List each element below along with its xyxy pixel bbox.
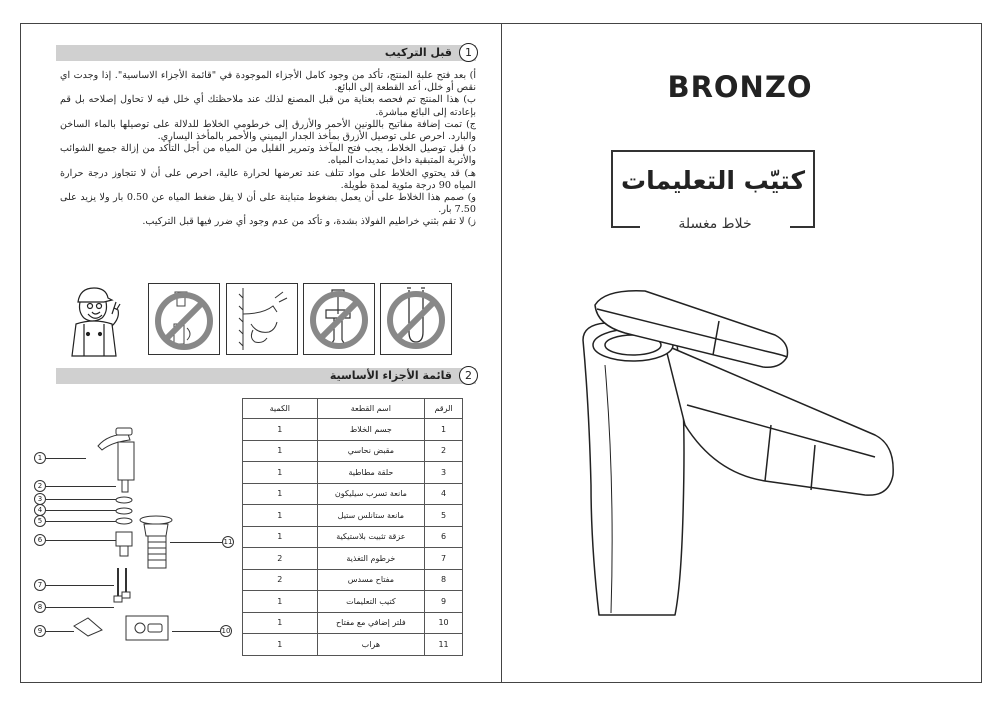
instruction-a: أ) بعد فتح علبة المنتج، تأكد من وجود كامل الأجزاء الموجودة في "قائمة الأجزاء الاساسية". إذا وجدت اي نقص أو خلل، أعد القطعة إلى البائع. <box>60 70 476 94</box>
callout-leader <box>46 458 86 459</box>
no-wrong-connection-warning <box>303 283 375 355</box>
instruction-b: ب) هذا المنتج تم فحصه بعناية من قبل المصنع لذلك عند ملاحظتك أي خلل فيه لا تحاول إصلاحه بل قم بإعادته إلى البائع مباشرة. <box>60 94 476 118</box>
callout-leader <box>46 631 74 632</box>
part-quantity: 1 <box>243 612 318 634</box>
instruction-e: هـ) قد يحتوي الخلاط على مواد تتلف عند تعرضها لحرارة عالية، احرص على أن لا تتجاوز درجة حرارة المياه 90 درجة مئوية لمدة طويلة. <box>60 167 476 191</box>
exploded-parts-diagram <box>30 420 240 650</box>
callout-leader <box>46 585 114 586</box>
header-number: الرقم <box>425 399 463 419</box>
brand-logo: BRONZO <box>667 70 813 104</box>
part-name: فلتر إضافي مع مفتاح <box>317 612 424 634</box>
part-name: حلقة مطاطية <box>317 462 424 484</box>
table-row <box>243 440 463 462</box>
section-title: قائمة الأجزاء الأساسية <box>329 369 452 382</box>
part-name: كتيب التعليمات <box>317 591 424 613</box>
part-number: 5 <box>425 505 463 527</box>
section-title: قبل التركيب <box>384 46 452 59</box>
part-name: جسم الخلاط <box>317 419 424 441</box>
cover-subtitle: خلاط مغسلة <box>640 216 790 232</box>
callout-3: 3 <box>34 493 46 505</box>
parts-table <box>242 398 463 656</box>
part-number: 11 <box>425 634 463 656</box>
callout-9: 9 <box>34 625 46 637</box>
callout-6: 6 <box>34 534 46 546</box>
section-number: 1 <box>459 43 478 62</box>
table-header-row <box>243 399 463 419</box>
instruction-c: ج) تمت إضافة مفاتيح باللونين الأحمر والأزرق إلى خرطومي الخلاط للدلالة على توصيلها بالماء الساخن والبارد. احرص على توصيل الأزرق بمأخذ الجدار اليميني والأحمر بالمأخذ اليساري. <box>60 118 476 143</box>
section-header-before-installation <box>56 45 476 61</box>
callout-8: 8 <box>34 601 46 613</box>
part-quantity: 1 <box>243 526 318 548</box>
table-row <box>243 548 463 570</box>
part-number: 1 <box>425 419 463 441</box>
instruction-g: ز) لا تقم بثني خراطيم الفولاذ بشدة، و تأكد من عدم وجود أي ضرر فيها قبل التركيب. <box>142 216 476 228</box>
callout-leader <box>170 542 222 543</box>
part-quantity: 2 <box>243 548 318 570</box>
callout-1: 1 <box>34 452 46 464</box>
callout-leader <box>46 499 116 500</box>
part-quantity: 1 <box>243 483 318 505</box>
part-quantity: 1 <box>243 440 318 462</box>
part-number: 3 <box>425 462 463 484</box>
part-number: 2 <box>425 440 463 462</box>
callout-5: 5 <box>34 515 46 527</box>
header-part-name: اسم القطعة <box>317 399 424 419</box>
part-number: 7 <box>425 548 463 570</box>
callout-7: 7 <box>34 579 46 591</box>
part-quantity: 1 <box>243 419 318 441</box>
table-row <box>243 612 463 634</box>
callout-leader <box>46 521 116 522</box>
part-quantity: 2 <box>243 569 318 591</box>
part-quantity: 1 <box>243 462 318 484</box>
plumber-mascot-illustration <box>64 282 124 358</box>
part-name: مقبض نحاسي <box>317 440 424 462</box>
table-row <box>243 634 463 656</box>
table-row <box>243 419 463 441</box>
header-quantity: الكمية <box>243 399 318 419</box>
part-name: مانعة ستانلس ستيل <box>317 505 424 527</box>
callout-leader <box>46 510 116 511</box>
no-damage-parts-warning <box>148 283 220 355</box>
part-name: عزقة تثبيت بلاستيكية <box>317 526 424 548</box>
instruction-d: د) قبل توصيل الخلاط، يجب فتح المآخذ وتمرير القليل من المياه من أجل التأكد من إزالة جميع الشوائب والأتربة المتبقية داخل تمديدات المياه. <box>60 143 476 167</box>
wall-connection-illustration <box>226 283 298 355</box>
callout-leader <box>46 486 116 487</box>
table-row <box>243 462 463 484</box>
part-number: 10 <box>425 612 463 634</box>
part-number: 8 <box>425 569 463 591</box>
callout-10: 10 <box>221 627 231 635</box>
part-number: 4 <box>425 483 463 505</box>
page-fold-divider <box>501 23 502 683</box>
callout-leader <box>46 607 114 608</box>
callout-4: 4 <box>34 504 46 516</box>
callout-11: 11 <box>223 538 233 546</box>
table-row <box>243 569 463 591</box>
warning-illustrations <box>148 283 452 355</box>
part-quantity: 1 <box>243 591 318 613</box>
faucet-illustration <box>575 285 905 625</box>
section-header-parts-list <box>56 368 476 384</box>
part-name: مفتاح مسدس <box>317 569 424 591</box>
table-row <box>243 526 463 548</box>
callout-leader <box>46 540 116 541</box>
part-quantity: 1 <box>243 634 318 656</box>
instruction-f: و) صمم هذا الخلاط على أن يعمل بضغوط متباينة على أن لا يقل ضغط المياه عن 0.50 بار ولا يزيد على 7.50 بار. <box>60 192 476 216</box>
part-name: مانعة تسرب سيليكون <box>317 483 424 505</box>
part-number: 9 <box>425 591 463 613</box>
no-bending-hose-warning <box>380 283 452 355</box>
instructions-text <box>60 70 476 229</box>
table-row <box>243 591 463 613</box>
section-number: 2 <box>459 366 478 385</box>
table-row <box>243 483 463 505</box>
part-quantity: 1 <box>243 505 318 527</box>
callout-2: 2 <box>34 480 46 492</box>
part-name: هراب <box>317 634 424 656</box>
part-number: 6 <box>425 526 463 548</box>
part-name: خرطوم التغذية <box>317 548 424 570</box>
cover-title: كتيّب التعليمات <box>620 166 806 195</box>
table-row <box>243 505 463 527</box>
callout-leader <box>172 631 220 632</box>
